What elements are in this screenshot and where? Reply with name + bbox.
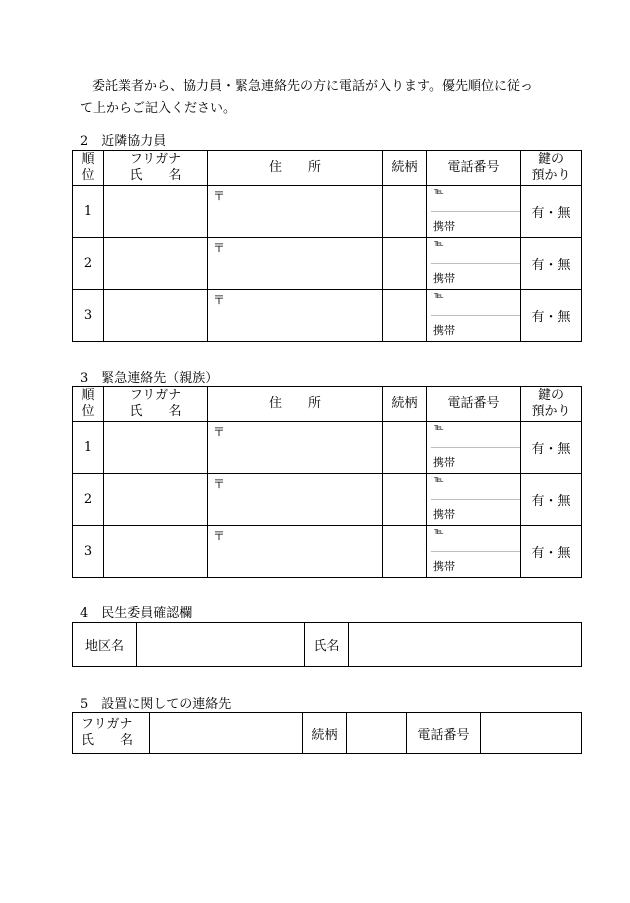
welfare-commissioner-table [72,622,582,667]
mobile-label: 携帯 [433,272,455,285]
postal-mark: 〒 [213,241,226,255]
commissioner-name-label: 氏名 [305,623,349,667]
key-choice[interactable]: 有・無 [521,290,582,342]
intro-line-1: 委託業者から、協力員・緊急連絡先の方に電話が入ります。優先順位に従っ [92,79,533,94]
section-5-title: 5 設置に関しての連絡先 [80,697,232,712]
address-field[interactable] [208,526,383,578]
relation-field[interactable] [383,186,427,238]
phone-field[interactable] [427,186,521,238]
relation-header: 続柄 [383,387,427,422]
rank-header: 順 位 [73,151,104,186]
neighbor-helper-table [72,150,582,342]
name-field[interactable] [104,290,208,342]
installer-relation-field[interactable] [347,713,407,754]
postal-mark: 〒 [213,293,226,307]
rank-cell: 2 [73,474,104,526]
installer-phone-field[interactable] [481,713,582,754]
address-header: 住 所 [208,387,383,422]
name-header: フリガナ 氏 名 [104,151,208,186]
table-row [73,713,582,754]
postal-mark: 〒 [213,477,226,491]
intro-text [80,76,580,120]
rank-cell: 1 [73,422,104,474]
phone-field[interactable] [427,526,521,578]
mobile-label: 携帯 [433,220,455,233]
mobile-label: 携帯 [433,324,455,337]
name-header: フリガナ 氏 名 [104,387,208,422]
rank-cell: 3 [73,526,104,578]
name-field[interactable] [104,474,208,526]
relation-field[interactable] [383,290,427,342]
district-field[interactable] [137,623,305,667]
name-field[interactable] [104,238,208,290]
section-4-title: 4 民生委員確認欄 [80,606,193,621]
table-row [73,623,582,667]
table-header-row [73,151,582,186]
rank-cell: 3 [73,290,104,342]
key-choice[interactable]: 有・無 [521,238,582,290]
address-field[interactable] [208,238,383,290]
address-field[interactable] [208,474,383,526]
mobile-label: 携帯 [433,456,455,469]
tel-icon: ℡ [434,423,444,433]
tel-icon: ℡ [434,239,444,249]
name-field[interactable] [104,186,208,238]
emergency-contact-table [72,386,582,578]
postal-mark: 〒 [213,425,226,439]
table-row [73,238,582,290]
relation-header: 続柄 [383,151,427,186]
postal-mark: 〒 [213,529,226,543]
relation-field[interactable] [383,526,427,578]
phone-header: 電話番号 [427,151,521,186]
address-field[interactable] [208,186,383,238]
section-2-title: 2 近隣協力員 [80,134,167,149]
commissioner-name-field[interactable] [349,623,582,667]
intro-line-2: て上からご記入ください。 [80,101,237,116]
mobile-label: 携帯 [433,508,455,521]
address-field[interactable] [208,290,383,342]
section-3-title: 3 緊急連絡先（親族） [80,371,219,386]
table-row [73,526,582,578]
relation-field[interactable] [383,474,427,526]
key-choice[interactable]: 有・無 [521,526,582,578]
name-field[interactable] [104,422,208,474]
tel-icon: ℡ [434,291,444,301]
rank-cell: 2 [73,238,104,290]
address-field[interactable] [208,422,383,474]
rank-header: 順 位 [73,387,104,422]
tel-icon: ℡ [434,187,444,197]
phone-field[interactable] [427,422,521,474]
postal-mark: 〒 [213,189,226,203]
key-header: 鍵の 預かり [521,387,582,422]
phone-field[interactable] [427,238,521,290]
installation-contact-table [72,712,582,754]
key-choice[interactable]: 有・無 [521,422,582,474]
installer-name-field[interactable] [150,713,303,754]
mobile-label: 携帯 [433,560,455,573]
key-choice[interactable]: 有・無 [521,474,582,526]
table-row [73,186,582,238]
tel-icon: ℡ [434,475,444,485]
relation-field[interactable] [383,238,427,290]
key-header: 鍵の 預かり [521,151,582,186]
installer-phone-label: 電話番号 [407,713,481,754]
relation-field[interactable] [383,422,427,474]
installer-name-label: フリガナ 氏 名 [73,713,150,754]
key-choice[interactable]: 有・無 [521,186,582,238]
table-header-row [73,387,582,422]
table-row [73,474,582,526]
rank-cell: 1 [73,186,104,238]
phone-field[interactable] [427,290,521,342]
tel-icon: ℡ [434,527,444,537]
installer-relation-label: 続柄 [303,713,347,754]
name-field[interactable] [104,526,208,578]
address-header: 住 所 [208,151,383,186]
district-label: 地区名 [73,623,137,667]
phone-field[interactable] [427,474,521,526]
phone-header: 電話番号 [427,387,521,422]
table-row [73,290,582,342]
table-row [73,422,582,474]
